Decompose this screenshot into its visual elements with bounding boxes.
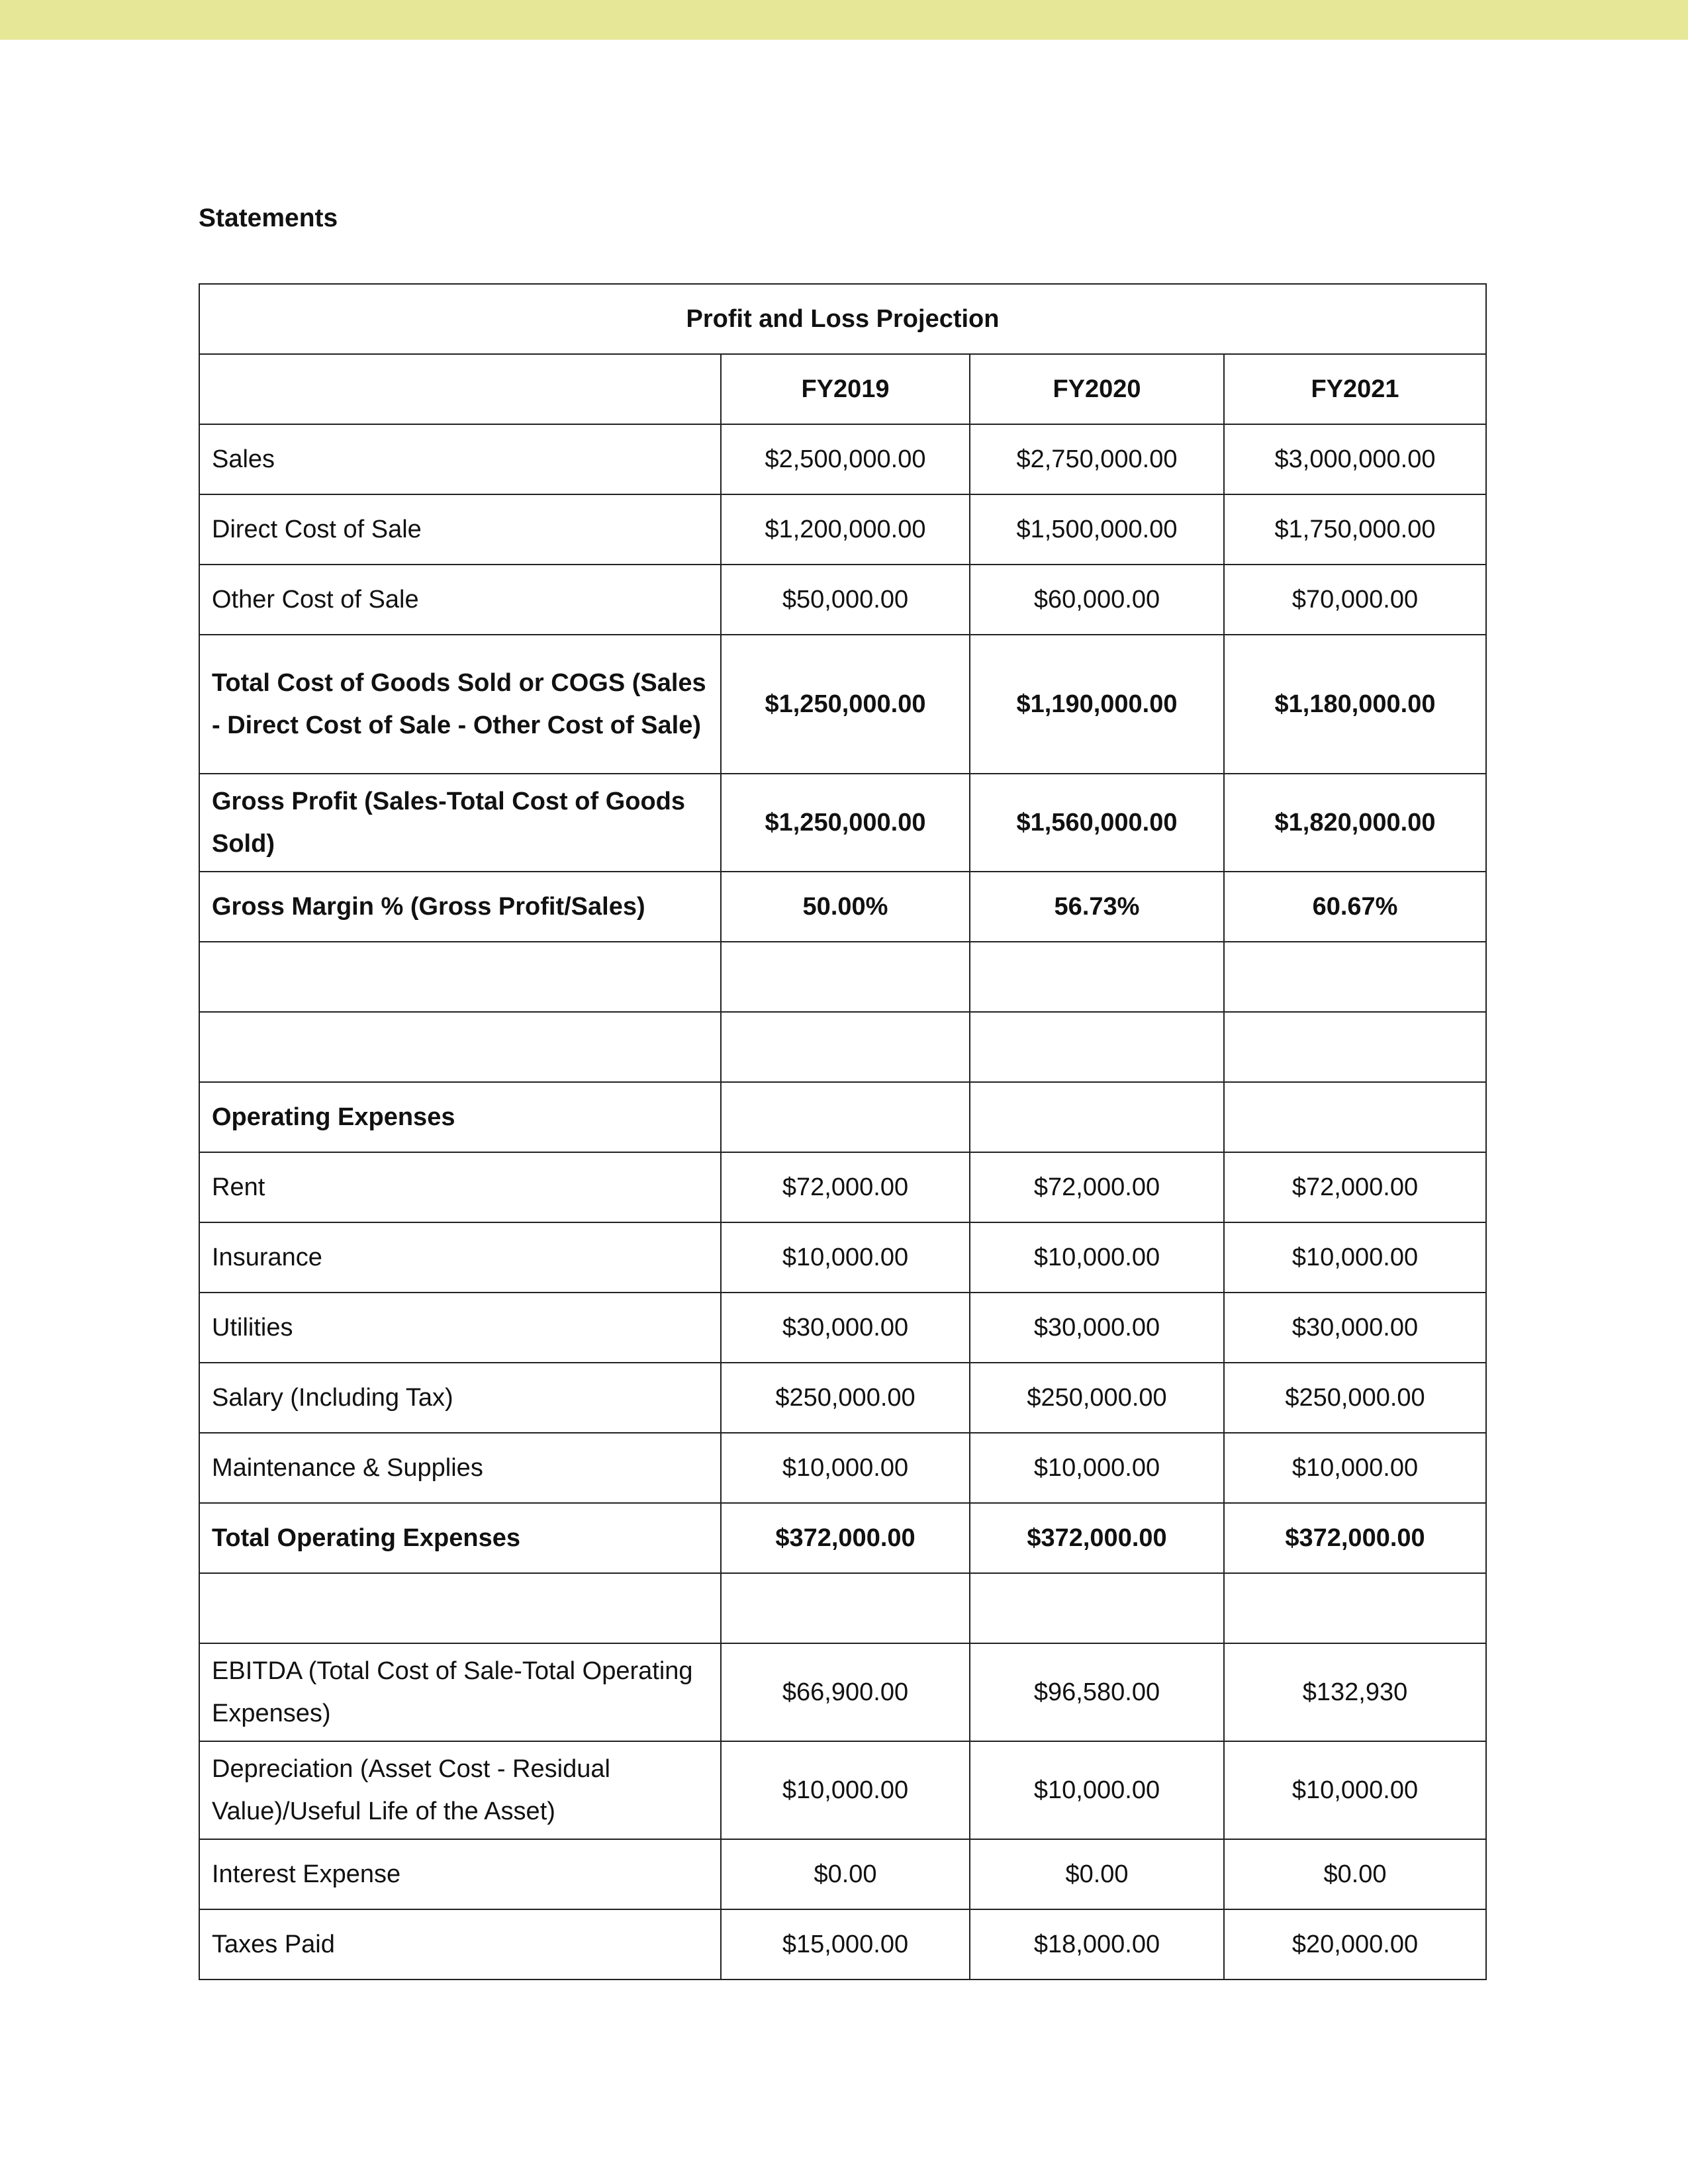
row-label: Other Cost of Sale [199,565,721,635]
row-value [721,1082,970,1152]
row-label: Depreciation (Asset Cost - Residual Value)/Useful Life of the Asset) [199,1741,721,1839]
row-value [970,942,1224,1012]
row-value [970,1573,1224,1643]
row-value: $2,500,000.00 [721,424,970,494]
row-value: $1,250,000.00 [721,774,970,872]
row-value: $72,000.00 [970,1152,1224,1222]
section-label: Operating Expenses [199,1082,721,1152]
row-value: $10,000.00 [721,1433,970,1503]
table-row [199,1363,1486,1433]
row-value: $10,000.00 [970,1222,1224,1293]
row-label: Rent [199,1152,721,1222]
table-row [199,1293,1486,1363]
row-label [199,1573,721,1643]
row-value: 60.67% [1224,872,1486,942]
table-row [199,565,1486,635]
table-row [199,1152,1486,1222]
row-value: $0.00 [721,1839,970,1909]
row-label: Insurance [199,1222,721,1293]
row-value: $2,750,000.00 [970,424,1224,494]
row-value: $1,250,000.00 [721,635,970,774]
table-row [199,1643,1486,1741]
row-value: $250,000.00 [1224,1363,1486,1433]
row-value: $30,000.00 [721,1293,970,1363]
table-row [199,635,1486,774]
row-value: $0.00 [1224,1839,1486,1909]
row-value: $372,000.00 [721,1503,970,1573]
row-label: Gross Profit (Sales-Total Cost of Goods Sold) [199,774,721,872]
row-label: Sales [199,424,721,494]
table-header-row [199,354,1486,424]
table-row [199,1222,1486,1293]
row-value: $1,500,000.00 [970,494,1224,565]
row-label: Total Operating Expenses [199,1503,721,1573]
table-title-row [199,284,1486,354]
column-header: FY2021 [1224,354,1486,424]
table-row [199,494,1486,565]
column-header: FY2019 [721,354,970,424]
table-row [199,872,1486,942]
top-color-band [0,0,1688,40]
table-total-row [199,1503,1486,1573]
row-value: $50,000.00 [721,565,970,635]
section-heading: Statements [199,204,338,232]
row-value: $1,190,000.00 [970,635,1224,774]
row-value: $372,000.00 [970,1503,1224,1573]
table-row [199,1741,1486,1839]
row-value: $96,580.00 [970,1643,1224,1741]
row-label: Gross Margin % (Gross Profit/Sales) [199,872,721,942]
row-value: $18,000.00 [970,1909,1224,1979]
row-value: $15,000.00 [721,1909,970,1979]
row-value [970,1012,1224,1082]
row-value: $10,000.00 [970,1741,1224,1839]
row-label: Salary (Including Tax) [199,1363,721,1433]
row-value: 56.73% [970,872,1224,942]
row-value: $132,930 [1224,1643,1486,1741]
row-value: $20,000.00 [1224,1909,1486,1979]
row-value: $10,000.00 [721,1741,970,1839]
row-value: $10,000.00 [1224,1222,1486,1293]
row-value: $66,900.00 [721,1643,970,1741]
row-value: 50.00% [721,872,970,942]
row-value: $70,000.00 [1224,565,1486,635]
table-row [199,1909,1486,1979]
row-label: Taxes Paid [199,1909,721,1979]
table-title: Profit and Loss Projection [199,284,1486,354]
row-value: $0.00 [970,1839,1224,1909]
row-value [1224,1012,1486,1082]
row-value [970,1082,1224,1152]
row-value: $1,200,000.00 [721,494,970,565]
table-row-empty [199,942,1486,1012]
row-value [721,942,970,1012]
row-value [721,1573,970,1643]
row-label: Interest Expense [199,1839,721,1909]
row-value [721,1012,970,1082]
row-value [1224,942,1486,1012]
row-value: $72,000.00 [1224,1152,1486,1222]
row-label: Utilities [199,1293,721,1363]
row-value: $10,000.00 [970,1433,1224,1503]
table-row [199,774,1486,872]
row-value: $10,000.00 [1224,1433,1486,1503]
header-empty-cell [199,354,721,424]
table-row [199,1839,1486,1909]
row-label [199,942,721,1012]
table-row-empty [199,1573,1486,1643]
table-row [199,1433,1486,1503]
row-value: $72,000.00 [721,1152,970,1222]
row-value: $1,560,000.00 [970,774,1224,872]
row-label: Direct Cost of Sale [199,494,721,565]
row-value: $30,000.00 [1224,1293,1486,1363]
row-value: $10,000.00 [721,1222,970,1293]
profit-loss-table [199,283,1487,1980]
row-label [199,1012,721,1082]
row-label: Total Cost of Goods Sold or COGS (Sales - Direct Cost of Sale - Other Cost of Sale) [199,635,721,774]
row-value: $250,000.00 [970,1363,1224,1433]
row-value: $3,000,000.00 [1224,424,1486,494]
row-value [1224,1082,1486,1152]
table-row-empty [199,1012,1486,1082]
row-label: EBITDA (Total Cost of Sale-Total Operating Expenses) [199,1643,721,1741]
row-value: $372,000.00 [1224,1503,1486,1573]
row-value: $1,820,000.00 [1224,774,1486,872]
row-value: $1,750,000.00 [1224,494,1486,565]
row-value: $30,000.00 [970,1293,1224,1363]
row-value: $250,000.00 [721,1363,970,1433]
row-value: $60,000.00 [970,565,1224,635]
table-section-row [199,1082,1486,1152]
row-label: Maintenance & Supplies [199,1433,721,1503]
table-row [199,424,1486,494]
row-value: $10,000.00 [1224,1741,1486,1839]
column-header: FY2020 [970,354,1224,424]
row-value: $1,180,000.00 [1224,635,1486,774]
row-value [1224,1573,1486,1643]
